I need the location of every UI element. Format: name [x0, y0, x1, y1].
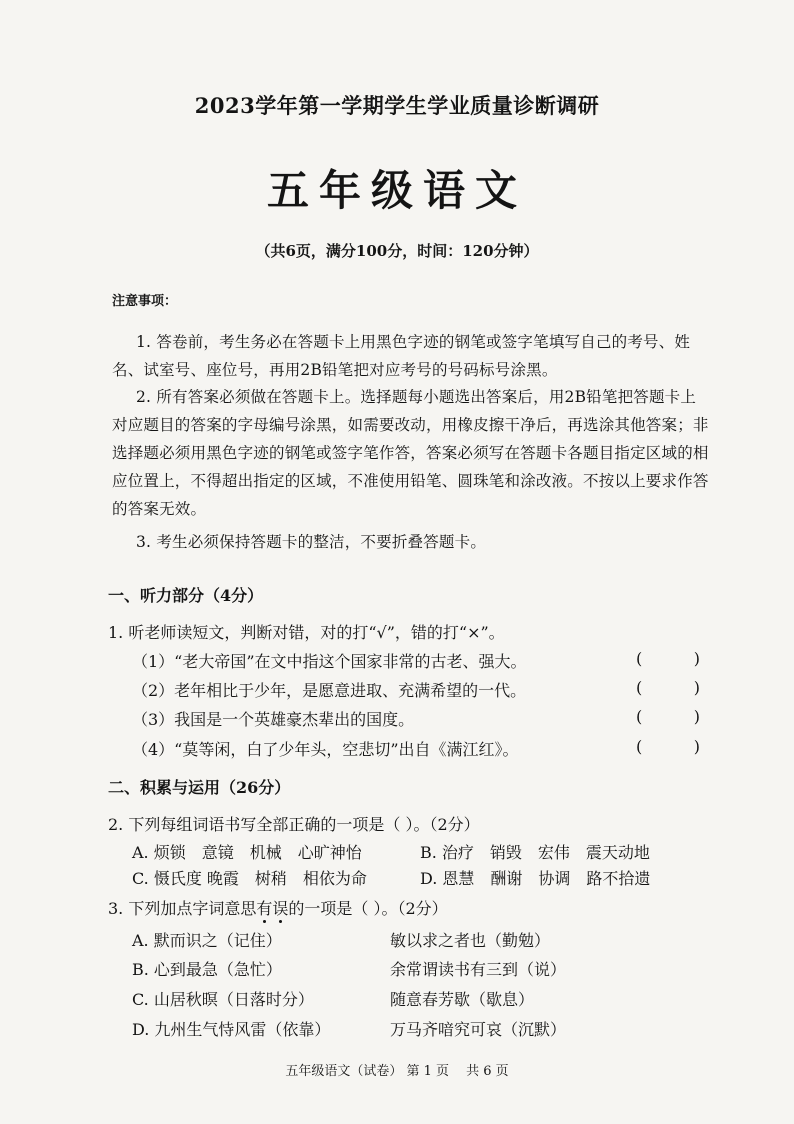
exam-info: （共6页，满分100分，时间：120分钟） [255, 242, 539, 260]
option-d: D. 恩慧 酬谢 协调 路不拾遗 [420, 869, 651, 888]
notice-line: 3. 考生必须保持答题卡的整洁，不要折叠答题卡。 [136, 533, 487, 551]
judgement-item: （2）老年相比于少年，是愿意进取、充满希望的一代。 [132, 681, 527, 700]
section-heading: 一、听力部分（4分） [108, 586, 264, 605]
option-c-right: 随意春芳歇（歇息） [390, 990, 535, 1009]
option-c-left: C. 山居秋暝（日落时分） [132, 990, 314, 1009]
emphasis-mark: 误 [272, 899, 289, 918]
option-b: B. 治疗 销毁 宏伟 震天动地 [420, 843, 650, 862]
notice-line: 2. 所有答案必须做在答题卡上。选择题每小题选出答案后，用2B铅笔把答题卡上 [136, 388, 697, 406]
question-text-part: 3. 下列加点字词意思 [108, 899, 257, 918]
notice-line: 对应题目的答案的字母编号涂黑，如需要改动，用橡皮擦干净后，再选涂其他答案；非 [112, 416, 709, 434]
answer-blank: ( ) [636, 649, 700, 668]
option-a: A. 烦锁 意镜 机械 心旷神怡 [132, 843, 362, 862]
option-a-right: 敏以求之者也（勤勉） [390, 931, 551, 950]
option-b-right: 余常谓读书有三到（说） [390, 960, 567, 979]
subject-title: 五年级语文 [266, 166, 527, 215]
section-heading: 二、积累与运用（26分） [108, 778, 291, 797]
notice-heading: 注意事项： [112, 294, 178, 309]
emphasis-mark: 有 [256, 899, 273, 918]
question-text [108, 896, 448, 919]
option-d-left: D. 九州生气恃风雷（依靠） [132, 1020, 331, 1039]
exam-series-title: 2023学年第一学期学生学业质量诊断调研 [194, 93, 600, 118]
answer-blank: ( ) [636, 707, 700, 726]
notice-line: 名、试室号、座位号，再用2B铅笔把对应考号的号码标号涂黑。 [112, 361, 558, 379]
judgement-item: （4）“莫等闲，白了少年头，空悲切”出自《满江红》。 [132, 740, 519, 759]
question-text: 2. 下列每组词语书写全部正确的一项是（ ）。（2分） [108, 815, 480, 834]
answer-blank: ( ) [636, 737, 700, 756]
option-c: C. 慑氏度 晚霞 树稍 相依为命 [132, 869, 367, 888]
notice-line: 1. 答卷前，考生务必在答题卡上用黑色字迹的钢笔或签字笔填写自己的考号、姓 [136, 333, 691, 351]
notice-line: 的答案无效。 [112, 500, 207, 518]
page-footer: 五年级语文（试卷） 第 1 页 共 6 页 [285, 1064, 509, 1079]
option-b-left: B. 心到最急（急忙） [132, 960, 282, 979]
notice-line: 选择题必须用黑色字迹的钢笔或签字笔作答，答案必须写在答题卡各题目指定区域的相 [112, 444, 709, 462]
question-text-part: 的一项是（ ）。（2分） [288, 899, 448, 918]
judgement-item: （1）“老大帝国”在文中指这个国家非常的古老、强大。 [132, 652, 527, 671]
judgement-item: （3）我国是一个英雄豪杰辈出的国度。 [132, 710, 415, 729]
notice-line: 应位置上，不得超出指定的区域，不准使用铅笔、圆珠笔和涂改液。不按以上要求作答 [112, 472, 709, 490]
option-d-right: 万马齐喑究可哀（沉默） [390, 1020, 567, 1039]
answer-blank: ( ) [636, 678, 700, 697]
option-a-left: A. 默而识之（记住） [132, 931, 282, 950]
question-text: 1. 听老师读短文，判断对错，对的打“√”，错的打“×”。 [108, 623, 505, 642]
